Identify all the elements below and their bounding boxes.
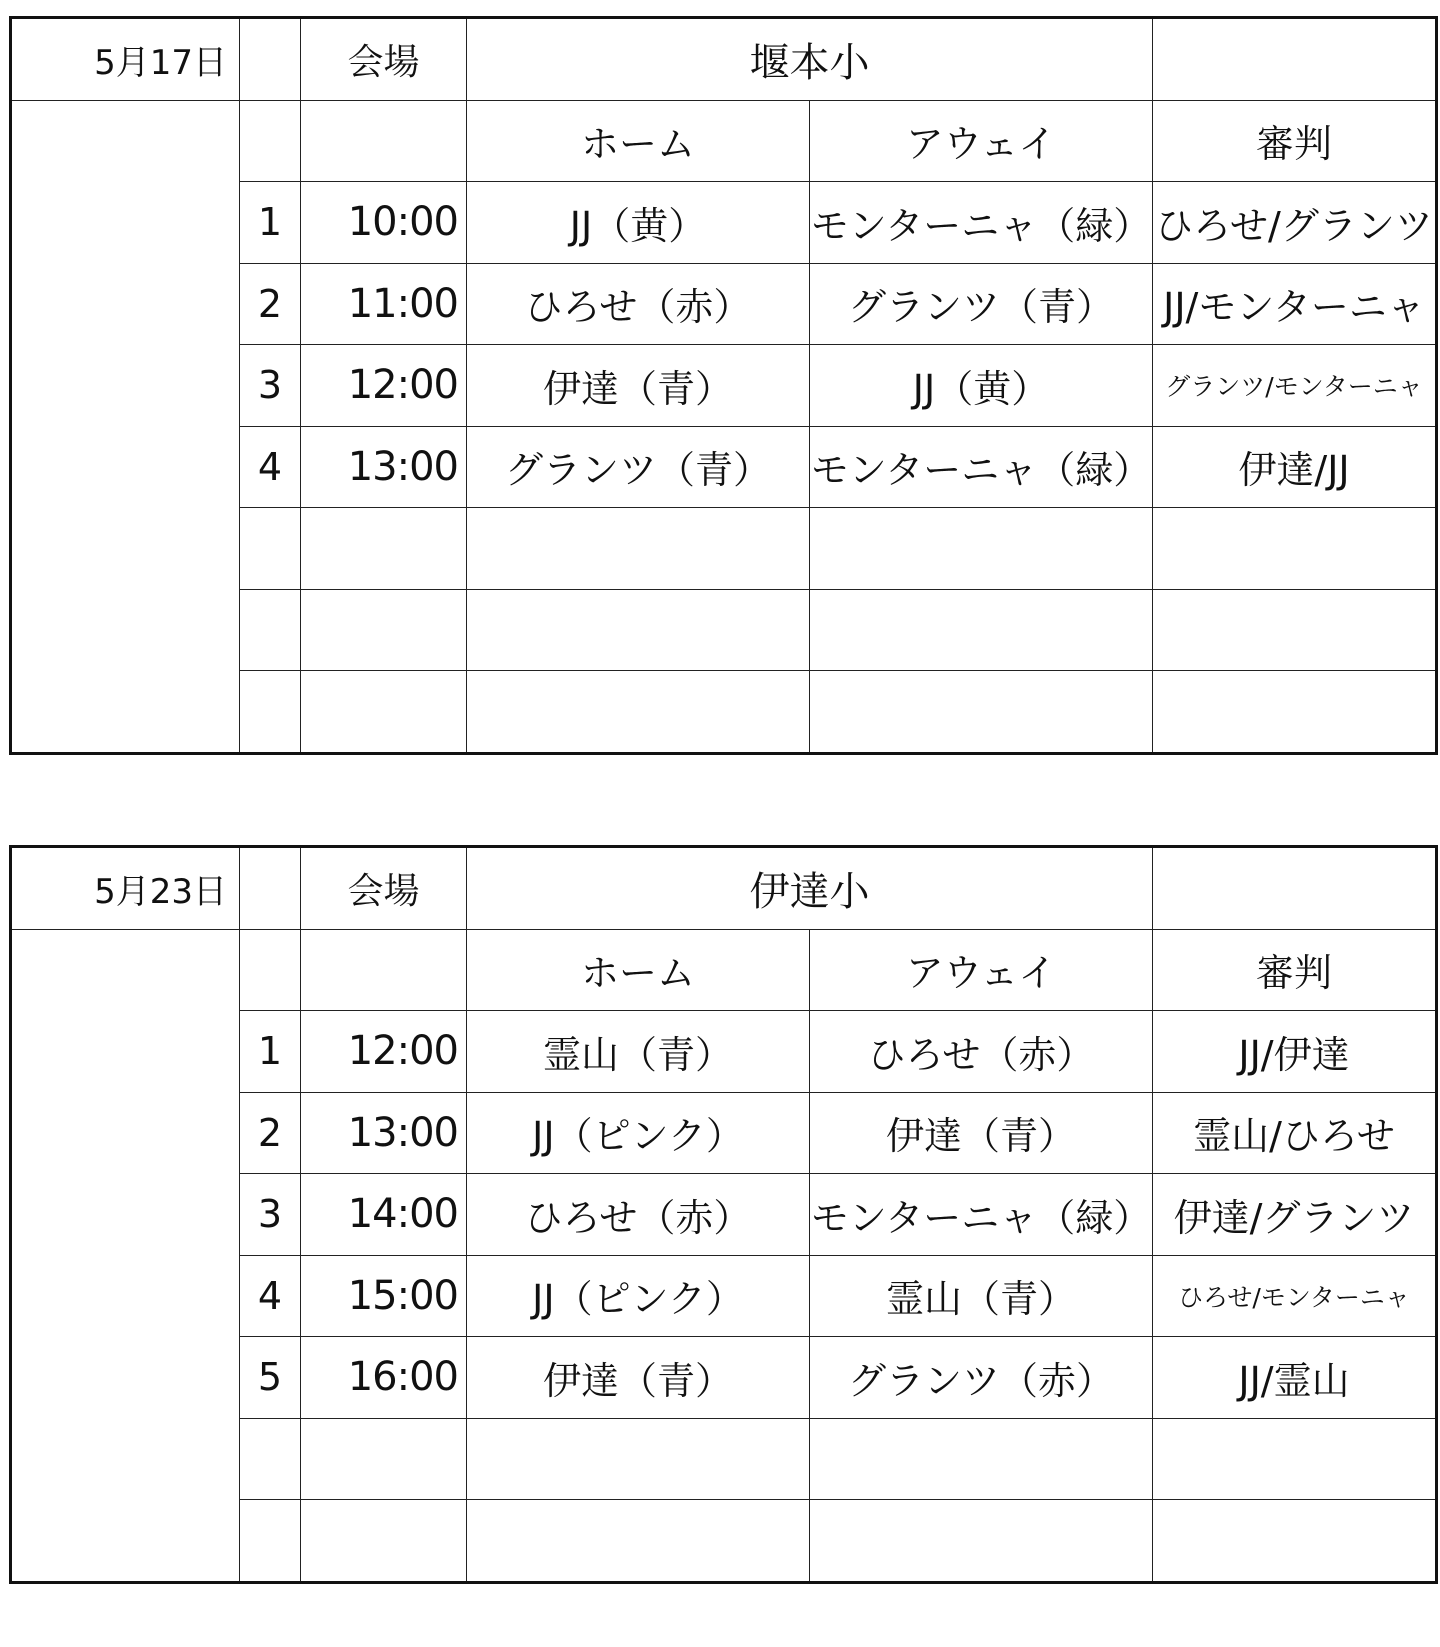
empty-cell xyxy=(240,100,301,182)
home-team: 伊達（青） xyxy=(467,1337,810,1419)
empty-cell xyxy=(240,1500,301,1583)
schedule-table-1 xyxy=(9,16,1438,755)
match-time: 15:00 xyxy=(301,1255,467,1337)
referee: JJ/伊達 xyxy=(1153,1011,1437,1093)
empty-cell xyxy=(240,671,301,754)
match-number: 4 xyxy=(240,426,301,508)
venue-row xyxy=(11,847,1437,930)
venue-name: 伊達小 xyxy=(467,847,1153,930)
home-team: グランツ（青） xyxy=(467,426,810,508)
match-time: 14:00 xyxy=(301,1174,467,1256)
empty-cell xyxy=(240,1418,301,1500)
empty-cell xyxy=(1153,847,1437,930)
referee: JJ/霊山 xyxy=(1153,1337,1437,1419)
empty-cell xyxy=(301,1418,467,1500)
venue-row xyxy=(11,18,1437,101)
referee: グランツ/モンターニャ xyxy=(1153,345,1437,427)
match-number: 2 xyxy=(240,1092,301,1174)
empty-cell xyxy=(467,671,810,754)
away-team: グランツ（青） xyxy=(810,263,1153,345)
schedule-table-2 xyxy=(9,845,1438,1584)
date-side-cell xyxy=(11,929,240,1582)
match-number: 3 xyxy=(240,345,301,427)
referee-header: 審判 xyxy=(1153,929,1437,1011)
header-row xyxy=(11,929,1437,1011)
referee: JJ/モンターニャ xyxy=(1153,263,1437,345)
away-team: モンターニャ（緑） xyxy=(810,1174,1153,1256)
match-time: 12:00 xyxy=(301,345,467,427)
referee: 伊達/JJ xyxy=(1153,426,1437,508)
referee: 霊山/ひろせ xyxy=(1153,1092,1437,1174)
empty-cell xyxy=(1153,589,1437,671)
empty-cell xyxy=(810,1418,1153,1500)
referee: 伊達/グランツ xyxy=(1153,1174,1437,1256)
referee: ひろせ/グランツ xyxy=(1153,182,1437,264)
empty-cell xyxy=(1153,18,1437,101)
away-team: 伊達（青） xyxy=(810,1092,1153,1174)
away-team: JJ（黄） xyxy=(810,345,1153,427)
home-team: JJ（黄） xyxy=(467,182,810,264)
empty-cell xyxy=(1153,1418,1437,1500)
match-number: 1 xyxy=(240,1011,301,1093)
match-number: 2 xyxy=(240,263,301,345)
home-team: ひろせ（赤） xyxy=(467,263,810,345)
away-header: アウェイ xyxy=(810,929,1153,1011)
home-header: ホーム xyxy=(467,929,810,1011)
empty-cell xyxy=(240,929,301,1011)
away-team: モンターニャ（緑） xyxy=(810,182,1153,264)
match-number: 1 xyxy=(240,182,301,264)
match-date: 5月17日 xyxy=(11,18,240,101)
empty-cell xyxy=(810,508,1153,590)
header-row xyxy=(11,100,1437,182)
empty-cell xyxy=(301,508,467,590)
empty-cell xyxy=(240,847,301,930)
empty-cell xyxy=(240,589,301,671)
empty-cell xyxy=(1153,671,1437,754)
empty-cell xyxy=(301,1500,467,1583)
empty-cell xyxy=(467,508,810,590)
match-time: 16:00 xyxy=(301,1337,467,1419)
home-team: JJ（ピンク） xyxy=(467,1092,810,1174)
empty-cell xyxy=(810,671,1153,754)
match-date: 5月23日 xyxy=(11,847,240,930)
venue-name: 堰本小 xyxy=(467,18,1153,101)
empty-cell xyxy=(301,100,467,182)
match-number: 3 xyxy=(240,1174,301,1256)
away-team: モンターニャ（緑） xyxy=(810,426,1153,508)
venue-label: 会場 xyxy=(301,18,467,101)
empty-cell xyxy=(467,1418,810,1500)
match-number: 5 xyxy=(240,1337,301,1419)
match-number: 4 xyxy=(240,1255,301,1337)
empty-cell xyxy=(467,589,810,671)
match-time: 13:00 xyxy=(301,426,467,508)
referee: ひろせ/モンターニャ xyxy=(1153,1255,1437,1337)
match-time: 12:00 xyxy=(301,1011,467,1093)
home-team: 霊山（青） xyxy=(467,1011,810,1093)
empty-cell xyxy=(467,1500,810,1583)
match-time: 11:00 xyxy=(301,263,467,345)
away-team: グランツ（赤） xyxy=(810,1337,1153,1419)
away-team: ひろせ（赤） xyxy=(810,1011,1153,1093)
empty-cell xyxy=(810,589,1153,671)
referee-header: 審判 xyxy=(1153,100,1437,182)
empty-cell xyxy=(810,1500,1153,1583)
date-side-cell xyxy=(11,100,240,753)
home-team: ひろせ（赤） xyxy=(467,1174,810,1256)
empty-cell xyxy=(301,589,467,671)
empty-cell xyxy=(1153,1500,1437,1583)
empty-cell xyxy=(240,508,301,590)
away-team: 霊山（青） xyxy=(810,1255,1153,1337)
away-header: アウェイ xyxy=(810,100,1153,182)
empty-cell xyxy=(301,671,467,754)
home-team: 伊達（青） xyxy=(467,345,810,427)
empty-cell xyxy=(1153,508,1437,590)
empty-cell xyxy=(301,929,467,1011)
venue-label: 会場 xyxy=(301,847,467,930)
empty-cell xyxy=(240,18,301,101)
match-time: 13:00 xyxy=(301,1092,467,1174)
home-team: JJ（ピンク） xyxy=(467,1255,810,1337)
home-header: ホーム xyxy=(467,100,810,182)
match-time: 10:00 xyxy=(301,182,467,264)
